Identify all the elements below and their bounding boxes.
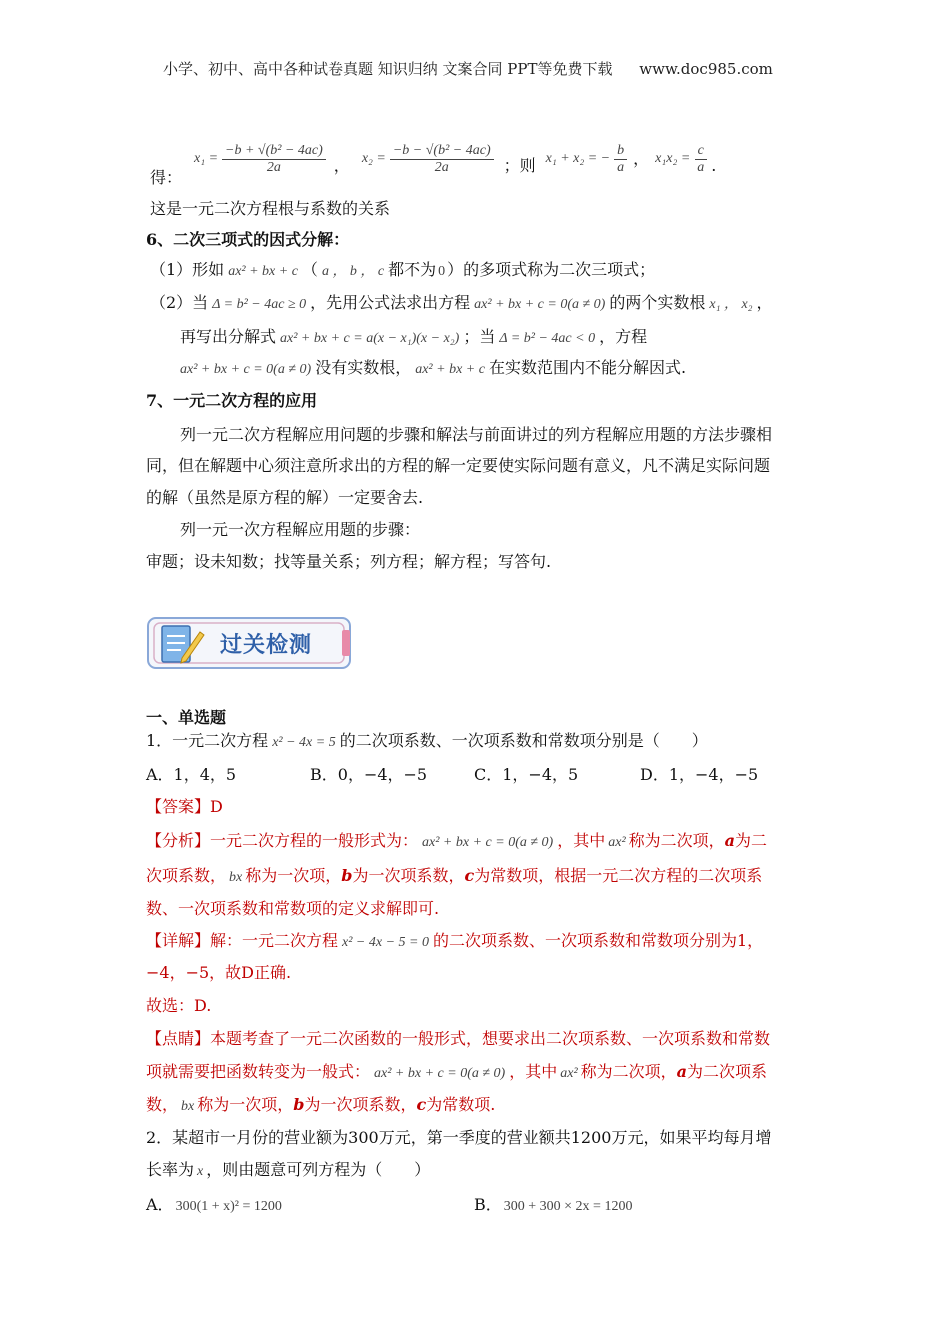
q1-detail-line1: 【详解】解：一元二次方程 x² − 4x − 5 = 0 的二次项系数、一次项系数和常数项分别为1， xyxy=(146,931,764,950)
q2-stem-line1: 2．某超市一月份的营业额为300万元，第一季度的营业额共1200万元，如果平均每月增 xyxy=(146,1128,772,1147)
x1-fraction: $\frac{\text{−b + √(b² − 4ac)}}{2a}$ xyxy=(222,143,326,176)
q1-detail-line2: −4，−5，故D正确. xyxy=(146,963,292,982)
q2-stem-line2: 长率为 x ，则由题意可列方程为（ ） xyxy=(146,1160,431,1179)
sec7-para3: 审题；设未知数；找等量关系；列方程；解方程；写答句. xyxy=(146,552,552,571)
x2-lhs: x₂ = xyxy=(361,151,386,166)
q1-choose: 故选：D. xyxy=(146,996,212,1015)
sec6-line1: （1）形如 ax² + bx + c （ a ， b ， c 都不为 0 ）的多项式称为二次三项式； xyxy=(150,260,656,279)
sum-fraction: $\frac{b}{a}$ xyxy=(614,143,627,176)
q1-stem: 1．一元二次方程 x² − 4x = 5 的二次项系数、一次项系数和常数项分别是（ ） xyxy=(146,731,708,750)
sec6-line4: ax² + bx + c = 0(a ≠ 0) 没有实数根， ax² + bx + c 在实数范围内不能分解因式. xyxy=(180,358,687,377)
section-banner xyxy=(146,614,354,672)
q1-analysis-line3: 数、一次项系数和常数项的定义求解即可. xyxy=(146,899,440,918)
page-header xyxy=(163,58,773,79)
sec7-para1-line1: 列一元二次方程解应用问题的步骤和解法与前面讲过的列方程解应用题的方法步骤相 xyxy=(180,425,773,444)
sec6-title: 6、二次三项式的因式分解： xyxy=(146,230,350,249)
roots-lead: 得： xyxy=(150,168,183,187)
header-url[interactable]: www.doc985.com xyxy=(639,60,773,78)
q1-analysis-line1: 【分析】一元二次方程的一般形式为： ax² + bx + c = 0(a ≠ 0) ，其中 ax² 称为二次项，a为二 xyxy=(146,831,768,850)
sec6-line3: 再写出分解式 ax² + bx + c = a(x − x₁)(x − x₂) ；当 Δ = b² − 4ac < 0 ，方程 xyxy=(180,327,648,346)
sec7-para1-line2: 同，但在解题中心须注意所求出的方程的解一定要使实际问题有意义，凡不满足实际问题 xyxy=(146,456,771,475)
q1-analysis-line2: 次项系数， bx 称为一次项，b为一次项系数，c为常数项，根据一元二次方程的二次项系 xyxy=(146,866,763,885)
sec7-para2: 列一元一次方程解应用题的步骤： xyxy=(180,520,421,539)
q2-option-a[interactable]: A． 300(1 + x)² = 1200 xyxy=(146,1195,282,1214)
sec6-line2: （2）当 Δ = b² − 4ac ≥ 0 ，先用公式法求出方程 ax² + bx + c = 0(a ≠ 0) 的两个实数根 x₁ ， x₂ ， xyxy=(150,293,773,312)
notepad-icon xyxy=(156,622,206,670)
sec7-title: 7、一元二次方程的应用 xyxy=(146,391,318,410)
q1-option-c[interactable]: C．1，−4，5 xyxy=(474,765,579,784)
q1-option-b[interactable]: B．0，−4，−5 xyxy=(310,765,428,784)
sum-lhs: x₁ + x₂ = − xyxy=(545,151,611,166)
banner-title: 过关检测 xyxy=(220,633,313,658)
prod-fraction: $\frac{c}{a}$ xyxy=(694,143,707,176)
q1-answer: 【答案】D xyxy=(146,797,223,816)
relation-text: 这是一元二次方程根与系数的关系 xyxy=(150,199,391,218)
q1-comment-line1: 【点睛】本题考查了一元二次函数的一般形式，想要求出二次项系数、一次项系数和常数 xyxy=(146,1029,771,1048)
q1-option-a[interactable]: A．1，4，5 xyxy=(146,765,237,784)
q1-comment-line3: 数， bx 称为一次项，b为一次项系数，c为常数项. xyxy=(146,1095,496,1114)
sec7-para1-line3: 的解（虽然是原方程的解）一定要舍去. xyxy=(146,488,424,507)
roots-formula: x₁ = $\frac{\text{−b + √(b² − 4ac)}}{2a}$ ， x₂ = $\frac{\text{−b − √(b² − 4ac)}}{2a}$ ；则 x₁ + x₂ = − $\frac{b}{a}$ ， x₁x₂ = $\frac{c}{a}$ . xyxy=(194,142,717,175)
header-text: 小学、初中、高中各种试卷真题 知识归纳 文案合同 PPT等免费下载 xyxy=(163,60,613,78)
q1-comment-line2: 项就需要把函数转变为一般式： ax² + bx + c = 0(a ≠ 0) ，其中 ax² 称为二次项，a为二次项系 xyxy=(146,1062,768,1081)
q1-option-d[interactable]: D．1，−4，−5 xyxy=(640,765,759,784)
x1-lhs: x₁ = xyxy=(194,151,219,166)
q2-option-b[interactable]: B． 300 + 300 × 2x = 1200 xyxy=(474,1195,633,1214)
section-title: 一、单选题 xyxy=(146,708,227,727)
x2-fraction: $\frac{\text{−b − √(b² − 4ac)}}{2a}$ xyxy=(390,143,494,176)
prod-lhs: x₁x₂ = xyxy=(655,151,691,166)
